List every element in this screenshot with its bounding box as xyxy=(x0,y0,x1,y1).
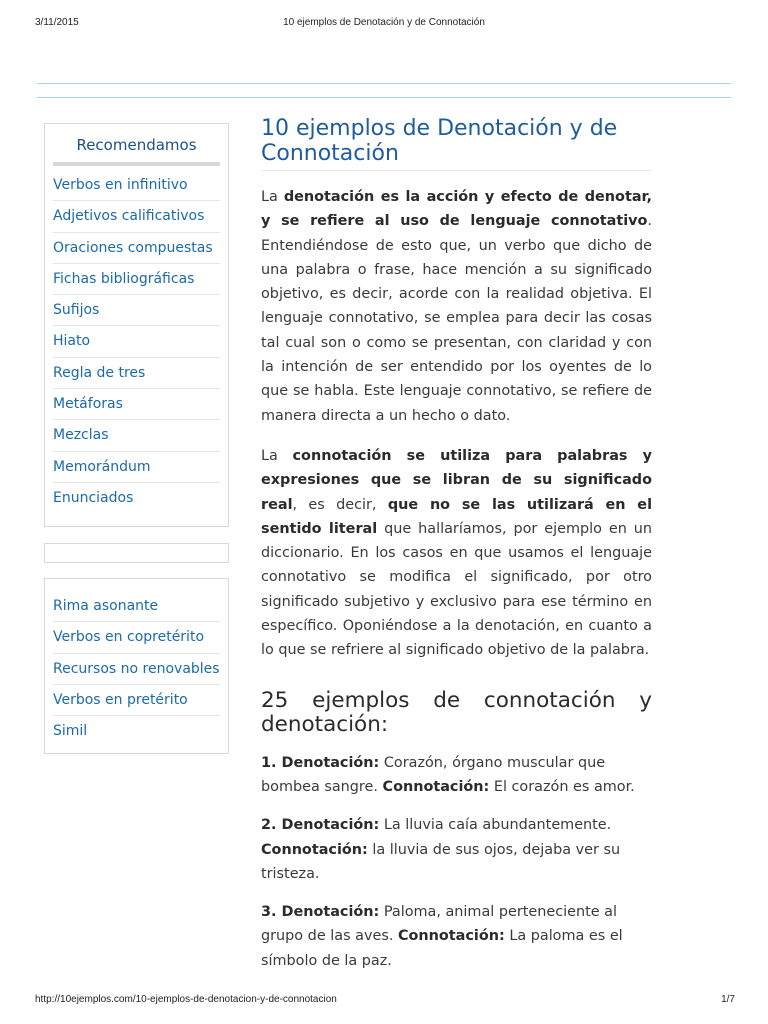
text-span: que hallaríamos, por ejemplo en un diccionario. En los casos en que usamos el lenguaje connotativo se modifica el significado, por otro significado subjetivo y exclusivo para ese término en específico. Oponiéndose a la denotación, en cuanto a lo que se refriere al significado objetivo de la palabra. xyxy=(261,520,652,659)
connotation-text: La paloma es el símbolo de la paz. xyxy=(261,928,623,969)
sidebar-link[interactable]: Fichas bibliográficas xyxy=(53,264,220,295)
header-divider-bottom xyxy=(37,97,731,98)
text-span: , es decir, xyxy=(292,496,388,513)
connotation-label: Connotación: xyxy=(382,778,490,795)
text-span: La xyxy=(261,447,293,464)
article xyxy=(261,116,652,973)
article-title: 10 ejemplos de Denotación y de Connotación xyxy=(261,116,652,171)
bold-span: que no se las utilizará en el sentido literal xyxy=(261,496,652,537)
example-number: 1. xyxy=(261,754,282,771)
sidebar-link[interactable]: Memorándum xyxy=(53,452,220,483)
sidebar-link[interactable]: Verbos en copretérito xyxy=(53,622,220,653)
recommended-list xyxy=(45,170,228,514)
heading-line: denotación: xyxy=(261,711,389,737)
sidebar-link[interactable]: Verbos en pretérito xyxy=(53,685,220,716)
ad-placeholder-box xyxy=(44,543,229,563)
sidebar-link[interactable]: Enunciados xyxy=(53,489,134,506)
sidebar-link[interactable]: Oraciones compuestas xyxy=(53,233,220,264)
connotation-text: la lluvia de sus ojos, dejaba ver su tristeza. xyxy=(261,841,621,882)
example-number: 2. xyxy=(261,817,282,834)
example-number: 3. xyxy=(261,904,282,921)
bold-span: denotación es la acción y efecto de denotar, y se refiere al uso de lenguaje connotativo xyxy=(261,189,652,230)
heading-line: 25 ejemplos de connotación y xyxy=(261,687,652,713)
sidebar-link[interactable]: Hiato xyxy=(53,326,220,357)
recommended-heading: Recomendamos xyxy=(76,136,197,154)
text-span: . Entendiéndose de esto que, un verbo que dicho de una palabra o frase, hace mención a su significado objetivo, es decir, acorde con la realidad objetiva. El lenguaje connotativo, se emplea para decir las cosas tal cual son o como se presentan, con claridad y con la intención de ser entendido por los oyentes de lo que se habla. Este lenguaje connotativo, se refiere de manera directa a un hecho o dato. xyxy=(261,213,652,424)
section-heading xyxy=(261,689,652,737)
sidebar-link[interactable]: Regla de tres xyxy=(53,358,220,389)
denotation-label: Denotación: xyxy=(281,817,380,834)
page-number: 1/7 xyxy=(721,994,735,1005)
example-item xyxy=(261,900,652,973)
sidebar-link[interactable]: Mezclas xyxy=(53,420,220,451)
related-list xyxy=(45,579,228,747)
print-url: http://10ejemplos.com/10-ejemplos-de-denotacion-y-de-connotacion xyxy=(35,994,337,1005)
denotation-label: Denotación: xyxy=(281,904,380,921)
denotation-text: Paloma, animal perteneciente al grupo de las aves. xyxy=(261,904,617,945)
connotation-label: Connotación: xyxy=(397,928,505,945)
print-header xyxy=(0,17,768,31)
recommended-box xyxy=(44,123,229,527)
header-divider-top xyxy=(37,83,731,84)
sidebar-link[interactable]: Sufijos xyxy=(53,295,220,326)
print-date: 3/11/2015 xyxy=(35,17,79,28)
sidebar-link[interactable]: Verbos en infinitivo xyxy=(53,170,220,201)
denotation-label: Denotación: xyxy=(281,754,380,771)
print-title: 10 ejemplos de Denotación y de Connotación xyxy=(283,17,485,28)
bold-span: connotación se utiliza para palabras y expresiones que se libran de su significado real xyxy=(261,447,652,513)
sidebar-link[interactable]: Simil xyxy=(53,723,88,740)
example-item xyxy=(261,751,652,800)
connotation-text: El corazón es amor. xyxy=(489,778,635,795)
sidebar-link[interactable]: Recursos no renovables xyxy=(53,654,220,685)
paragraph-denotation xyxy=(261,185,652,428)
denotation-text: Corazón, órgano muscular que bombea sangre. xyxy=(261,754,606,795)
sidebar-link[interactable]: Metáforas xyxy=(53,389,220,420)
denotation-text: La lluvia caía abundantemente. xyxy=(379,817,612,834)
related-box xyxy=(44,578,229,754)
connotation-label: Connotación: xyxy=(261,841,368,858)
sidebar-link[interactable]: Rima asonante xyxy=(53,591,220,622)
print-footer xyxy=(0,994,768,1008)
heading-underline xyxy=(53,162,220,166)
paragraph-connotation xyxy=(261,444,652,663)
text-span: La xyxy=(261,189,284,205)
example-item xyxy=(261,813,652,886)
sidebar-link[interactable]: Adjetivos calificativos xyxy=(53,201,220,232)
